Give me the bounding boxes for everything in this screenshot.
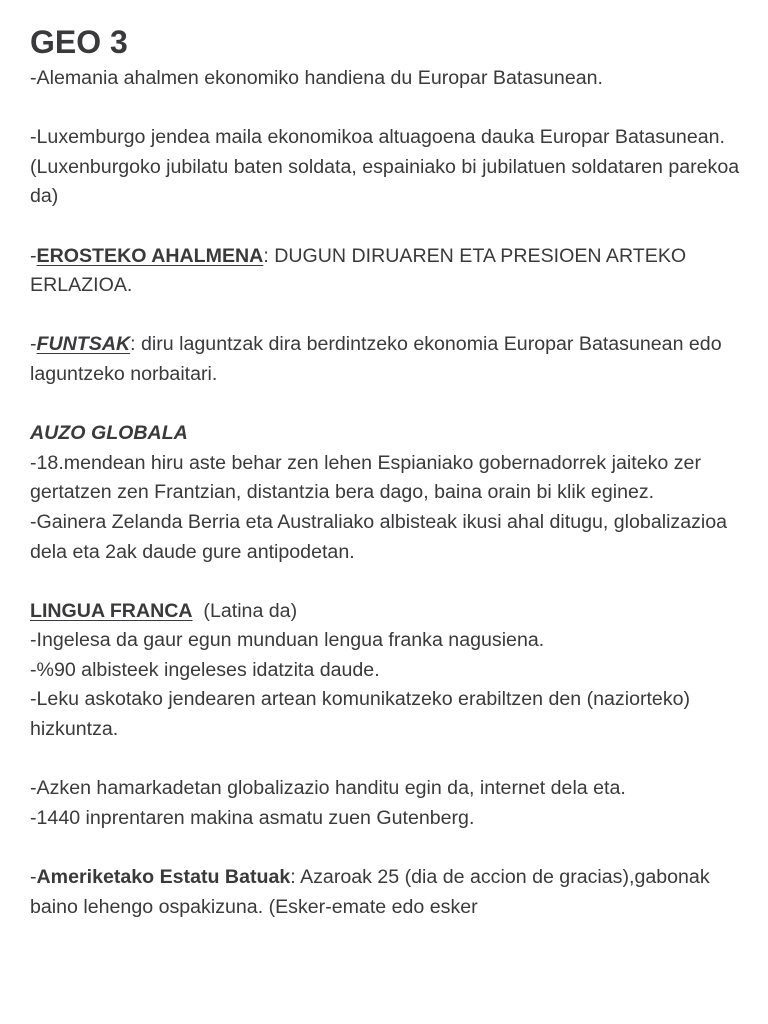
gutenberg-line: -1440 inprentaren makina asmatu zuen Gutenberg. xyxy=(30,806,475,829)
lingua-line-2: -%90 albisteek ingeleses idatzita daude. xyxy=(30,658,380,681)
page-title: GEO 3 xyxy=(30,24,128,60)
spacer xyxy=(30,833,742,863)
spacer xyxy=(30,212,742,242)
paragraph-funtsak xyxy=(30,330,742,389)
definition-text: : DUGUN DIRUAREN ETA PRESIOEN ARTEKO ERLAZIOA. xyxy=(30,244,687,297)
paragraph-estatu-batuak xyxy=(30,863,742,922)
spacer xyxy=(30,390,742,420)
lingua-line-3: -Leku askotako jendearen artean komunikatzeko erabiltzen den (naziorteko) hizkuntza. xyxy=(30,688,691,741)
globalizazio-line: -Azken hamarkadetan globalizazio handitu egin da, internet dela eta. xyxy=(30,777,626,800)
spacer xyxy=(30,745,742,775)
spacer xyxy=(30,567,742,597)
term-funtsak: FUNTSAK xyxy=(36,333,131,356)
paragraph-erosteko-ahalmena xyxy=(30,242,742,301)
auzo-line-1: -18.mendean hiru aste behar zen lehen Espianiako gobernadorrek jaiteko zer gertatzen zen Frantzian, distantzia bera dago, baina orain bi klik eginez. xyxy=(30,451,701,504)
heading-lingua-franca: LINGUA FRANCA xyxy=(30,599,193,622)
definition-text: : Azaroak 25 (dia de accion de gracias),gabonak baino lehengo ospakizuna. (Esker-emate edo esker xyxy=(30,866,710,918)
note-page xyxy=(30,22,742,922)
dash: - xyxy=(30,244,37,267)
term-erosteko-ahalmena: EROSTEKO AHALMENA xyxy=(36,244,264,267)
lingua-franca-header xyxy=(30,597,742,627)
spacer xyxy=(30,94,742,124)
dash: - xyxy=(30,333,37,356)
dash: - xyxy=(30,866,37,889)
lingua-note: (Latina da) xyxy=(192,599,298,622)
spacer xyxy=(30,301,742,331)
auzo-line-2: -Gainera Zelanda Berria eta Australiako albisteak ikusi ahal ditugu, globalizazioa dela eta 2ak daude gure antipodetan. xyxy=(30,510,728,563)
term-estatu-batuak: Ameriketako Estatu Batuak xyxy=(36,866,291,889)
heading-auzo-globala: AUZO GLOBALA xyxy=(30,422,188,445)
lingua-line-1: -Ingelesa da gaur egun munduan lengua franka nagusiena. xyxy=(30,629,545,652)
paragraph-luxemburgo: -Luxemburgo jendea maila ekonomikoa altuagoena dauka Europar Batasunean. (Luxenburgoko jubilatu baten soldata, espainiako bi jubilatuen soldataren parekoa da) xyxy=(30,126,740,208)
definition-text: : diru laguntzak dira berdintzeko ekonomia Europar Batasunean edo laguntzeko norbaitari. xyxy=(30,333,722,385)
paragraph-alemania: -Alemania ahalmen ekonomiko handiena du Europar Batasunean. xyxy=(30,67,603,89)
